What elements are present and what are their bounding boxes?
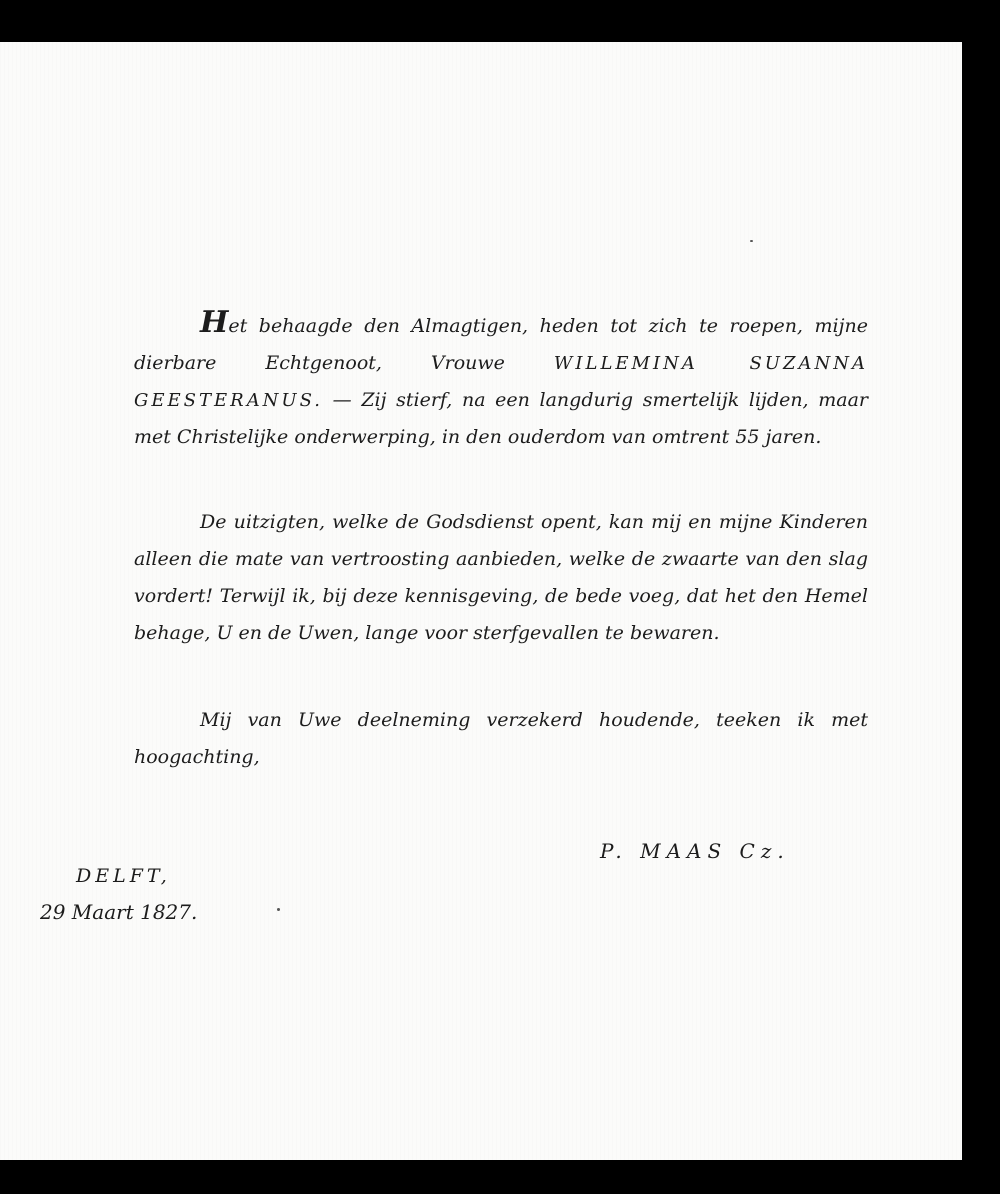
paragraph-consolation (134, 504, 868, 652)
document-page (0, 42, 962, 1160)
deceased-name: WILLEMINA SUZANNA GEESTERANUS. (134, 353, 868, 411)
date-line: 29 Maart 1827. (40, 900, 198, 924)
paragraph-closing-text: Mij van Uwe deelneming verzekerd houdende, teeken ik met hoogachting, (134, 709, 868, 768)
paragraph-announcement (134, 304, 868, 456)
drop-cap: H (200, 305, 229, 340)
paragraph-closing (134, 702, 868, 776)
paragraph-consolation-text: De uitzigten, welke de Godsdienst opent, kan mij en mijne Kinderen alleen die mate van vertroosting aanbieden, welke de zwaarte van den slag vordert! Terwijl ik, bij deze kennisgeving, de bede voeg, dat het den Hemel behage, U en de Uwen, lange voor sterfgevallen te bewaren. (134, 511, 868, 644)
scan-border-right (962, 0, 1000, 1194)
paper-speck (277, 908, 280, 911)
paragraph-announcement-text-b: — Zij stierf, na een langdurig smertelijk lijden, maar met Christelijke onderwerping, in den ouderdom van omtrent 55 jaren. (134, 389, 868, 448)
place-line: DELFT, (76, 865, 171, 887)
paragraph-announcement-text-a: et behaagde den Almagtigen, heden tot zich te roepen, mijne dierbare Echtgenoot, Vrouwe (134, 315, 868, 374)
signature: P. MAAS Cz. (600, 839, 790, 863)
paper-speck (750, 240, 753, 242)
